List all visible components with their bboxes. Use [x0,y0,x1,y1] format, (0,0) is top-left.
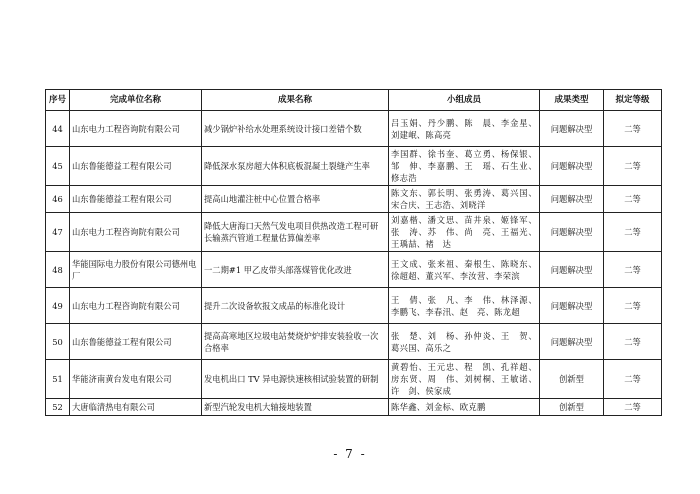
header-grade: 拟定等级 [604,90,662,111]
row-type-cell: 问题解决型 [540,111,604,147]
header-unit: 完成单位名称 [70,90,202,111]
table-row [46,111,662,147]
row-type-cell: 问题解决型 [540,288,604,324]
row-type-cell: 问题解决型 [540,186,604,213]
row-index-cell: 46 [46,186,70,213]
row-title-cell: 提高山地灌注桩中心位置合格率 [202,186,389,213]
row-index-cell: 45 [46,147,70,186]
row-team-cell: 刘嘉楷、潘文思、苗井泉、姬锋军、张 涛、苏 伟、尚 亮、王福光、王瑀喆、褚 达 [389,213,540,252]
row-title-cell: 新型汽轮发电机大轴接地装置 [202,399,389,416]
row-grade-cell: 二等 [604,288,662,324]
row-grade-cell: 二等 [604,186,662,213]
row-title-cell: 减少锅炉补给水处理系统设计接口差错个数 [202,111,389,147]
row-type-cell: 创新型 [540,399,604,416]
row-team-cell: 张 楚、刘 杨、孙仲炎、王 贺、葛兴国、高乐之 [389,324,540,360]
row-unit-cell: 山东鲁能德益工程有限公司 [70,324,202,360]
row-index-cell: 51 [46,360,70,399]
row-index-cell: 49 [46,288,70,324]
header-index: 序号 [46,90,70,111]
row-grade-cell: 二等 [604,252,662,288]
table-row [46,399,662,416]
row-team-cell: 陈文东、郭长明、张勇涛、葛兴国、宋合庆、王志浩、刘晓洋 [389,186,540,213]
page-number: - 7 - [333,447,367,461]
table-row [46,186,662,213]
row-grade-cell: 二等 [604,360,662,399]
awards-table [45,89,662,416]
row-team-cell: 吕玉娟、丹少鹏、陈 晨、李金星、刘建岷、陈高亮 [389,111,540,147]
header-type: 成果类型 [540,90,604,111]
row-team-cell: 黄碧怡、王元忠、程 凯、孔祥超、房东贤、周 伟、刘树桐、王敏诺、许 剑、侯家成 [389,360,540,399]
row-title-cell: 降低大唐海口天然气发电项目供热改造工程可研长输蒸汽管道工程量估算偏差率 [202,213,389,252]
row-team-cell: 王文成、张来祖、秦根生、陈晓东、徐超超、董兴军、李汝营、李荣滨 [389,252,540,288]
row-team-cell: 陈华鑫、刘金标、欧克鹏 [389,399,540,416]
row-unit-cell: 大唐临清热电有限公司 [70,399,202,416]
row-unit-cell: 山东鲁能德益工程有限公司 [70,147,202,186]
row-grade-cell: 二等 [604,111,662,147]
row-type-cell: 问题解决型 [540,252,604,288]
row-title-cell: 提高高寒地区垃圾电站焚烧炉炉排安装验收一次合格率 [202,324,389,360]
row-grade-cell: 二等 [604,213,662,252]
table-row [46,324,662,360]
header-team: 小组成员 [389,90,540,111]
table-row [46,252,662,288]
table-header-row [46,90,662,111]
row-index-cell: 52 [46,399,70,416]
row-team-cell: 王 倩、张 凡、李 伟、林泽源、李鹏飞、李春汛、赵 亮、陈龙超 [389,288,540,324]
row-type-cell: 创新型 [540,360,604,399]
row-unit-cell: 山东鲁能德益工程有限公司 [70,186,202,213]
row-type-cell: 问题解决型 [540,324,604,360]
table-row [46,147,662,186]
row-unit-cell: 华能国际电力股份有限公司德州电厂 [70,252,202,288]
row-title-cell: 发电机出口 TV 异电源快速核相试验装置的研制 [202,360,389,399]
row-unit-cell: 华能济南黄台发电有限公司 [70,360,202,399]
row-index-cell: 48 [46,252,70,288]
row-title-cell: 提升二次设备软报文成品的标准化设计 [202,288,389,324]
row-unit-cell: 山东电力工程咨询院有限公司 [70,213,202,252]
row-title-cell: 一二期#1 甲乙皮带头部落煤管优化改进 [202,252,389,288]
row-type-cell: 问题解决型 [540,213,604,252]
row-index-cell: 44 [46,111,70,147]
table-row [46,213,662,252]
row-title-cell: 降低深水泵房超大体积底板混凝土裂缝产生率 [202,147,389,186]
row-team-cell: 李国群、徐书奎、葛立勇、杨保银、邹 伸、李嘉鹏、王 瑶、石生业、修志浩 [389,147,540,186]
row-index-cell: 50 [46,324,70,360]
row-unit-cell: 山东电力工程咨询院有限公司 [70,288,202,324]
row-grade-cell: 二等 [604,324,662,360]
table-row [46,288,662,324]
row-type-cell: 问题解决型 [540,147,604,186]
row-index-cell: 47 [46,213,70,252]
header-title: 成果名称 [202,90,389,111]
row-grade-cell: 二等 [604,399,662,416]
table-row [46,360,662,399]
row-unit-cell: 山东电力工程咨询院有限公司 [70,111,202,147]
row-grade-cell: 二等 [604,147,662,186]
